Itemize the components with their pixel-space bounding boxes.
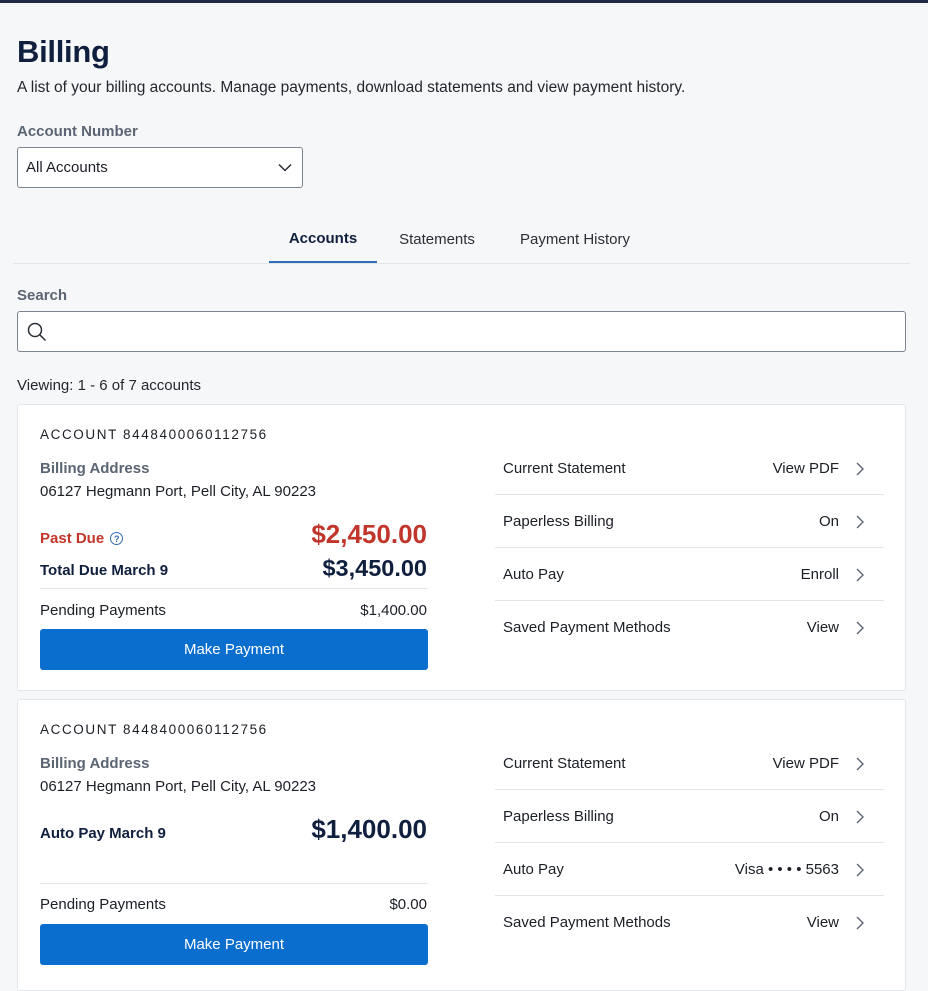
- row-value: On: [818, 807, 839, 825]
- chevron-right-icon: [854, 621, 866, 635]
- auto-pay-row[interactable]: [495, 843, 884, 896]
- account-actions-list: [495, 737, 884, 949]
- divider: [40, 588, 428, 589]
- row-label: Saved Payment Methods: [503, 914, 671, 931]
- chevron-right-icon: [854, 515, 866, 529]
- billing-address: 06127 Hegmann Port, Pell City, AL 90223: [40, 483, 317, 500]
- search-input[interactable]: [58, 313, 898, 350]
- account-number: ACCOUNT 8448400060112756: [40, 427, 268, 442]
- billing-address-label: Billing Address: [40, 460, 150, 477]
- pending-payments-label: Pending Payments: [40, 896, 166, 913]
- row-value: View: [806, 914, 839, 931]
- auto-pay-due-amount: $1,400.00: [311, 814, 427, 844]
- tab-payment-history[interactable]: Payment History: [519, 231, 631, 248]
- row-value: Visa • • • • 5563: [734, 860, 839, 878]
- account-number-select[interactable]: [17, 147, 303, 188]
- account-number: ACCOUNT 8448400060112756: [40, 722, 268, 737]
- search-icon: [27, 322, 47, 342]
- row-value: Enroll: [800, 565, 839, 583]
- row-label: Current Statement: [503, 459, 626, 477]
- billing-address: 06127 Hegmann Port, Pell City, AL 90223: [40, 778, 317, 795]
- current-statement-row[interactable]: [495, 442, 884, 495]
- chevron-down-icon: [278, 163, 292, 172]
- auto-pay-row[interactable]: [495, 548, 884, 601]
- current-statement-row[interactable]: [495, 737, 884, 790]
- saved-payment-methods-row[interactable]: [495, 601, 884, 654]
- chevron-right-icon: [854, 810, 866, 824]
- chevron-right-icon: [854, 462, 866, 476]
- row-label: Saved Payment Methods: [503, 619, 671, 636]
- account-card: [17, 404, 906, 691]
- page-title: Billing: [17, 34, 110, 69]
- pending-payments-amount: $1,400.00: [360, 602, 427, 619]
- past-due-amount: $2,450.00: [311, 519, 427, 549]
- saved-payment-methods-row[interactable]: [495, 896, 884, 949]
- account-number-label: Account Number: [17, 123, 138, 140]
- auto-pay-due-label: Auto Pay March 9: [40, 825, 166, 842]
- row-value: View: [806, 619, 839, 636]
- past-due-text: Past Due: [40, 530, 105, 547]
- row-label: Paperless Billing: [503, 807, 614, 825]
- chevron-right-icon: [854, 568, 866, 582]
- past-due-label: [40, 530, 123, 547]
- make-payment-button[interactable]: Make Payment: [40, 924, 428, 965]
- total-due-label: Total Due March 9: [40, 562, 169, 579]
- divider: [40, 883, 428, 884]
- account-card: [17, 699, 906, 991]
- account-select-value: All Accounts: [26, 159, 108, 176]
- row-label: Auto Pay: [503, 860, 564, 878]
- billing-address-label: Billing Address: [40, 755, 150, 772]
- row-value: View PDF: [772, 754, 839, 772]
- row-value: On: [818, 512, 839, 530]
- chevron-right-icon: [854, 757, 866, 771]
- tab-statements[interactable]: Statements: [399, 231, 475, 248]
- row-value: View PDF: [772, 459, 839, 477]
- chevron-right-icon: [854, 863, 866, 877]
- row-label: Current Statement: [503, 754, 626, 772]
- chevron-right-icon: [854, 916, 866, 930]
- pending-payments-amount: $0.00: [389, 896, 427, 913]
- total-due-amount: $3,450.00: [322, 555, 427, 581]
- search-box: [17, 311, 906, 352]
- row-label: Paperless Billing: [503, 512, 614, 530]
- make-payment-button[interactable]: Make Payment: [40, 629, 428, 670]
- tab-accounts[interactable]: Accounts: [269, 216, 377, 263]
- page-description: A list of your billing accounts. Manage payments, download statements and view payment history.: [17, 79, 686, 96]
- top-border: [0, 0, 928, 3]
- info-icon[interactable]: ?: [110, 532, 123, 545]
- paperless-billing-row[interactable]: [495, 495, 884, 548]
- pending-payments-label: Pending Payments: [40, 602, 166, 619]
- row-label: Auto Pay: [503, 565, 564, 583]
- tab-bar: [13, 216, 910, 264]
- search-label: Search: [17, 287, 68, 304]
- account-actions-list: [495, 442, 884, 654]
- viewing-count: Viewing: 1 - 6 of 7 accounts: [17, 377, 201, 394]
- paperless-billing-row[interactable]: [495, 790, 884, 843]
